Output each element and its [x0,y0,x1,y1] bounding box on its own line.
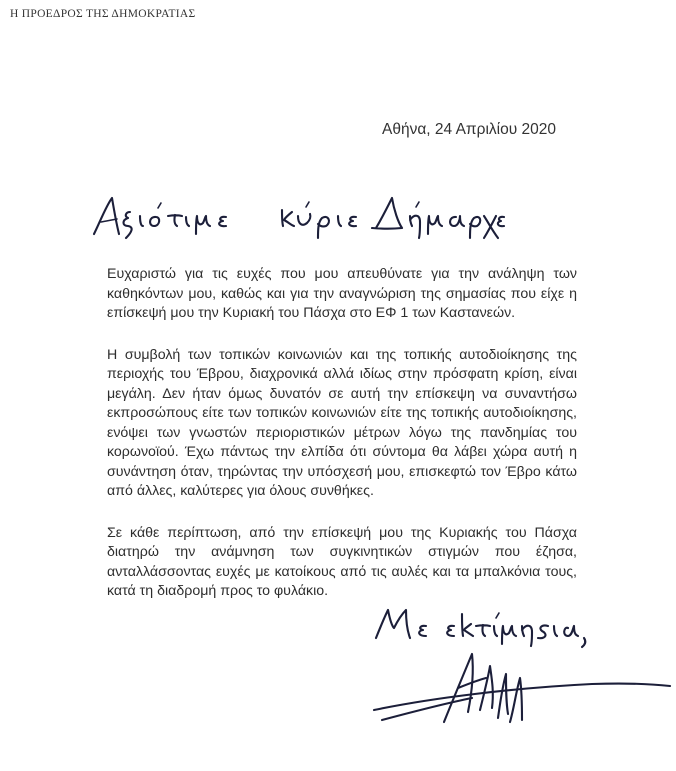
handwritten-salutation [86,192,506,252]
handwritten-signature [372,648,672,738]
letterhead-title: Η ΠΡΟΕΔΡΟΣ ΤΗΣ ΔΗΜΟΚΡΑΤΙΑΣ [10,8,196,20]
letter-date: Αθήνα, 24 Απριλίου 2020 [382,121,556,138]
letter-body [107,265,577,624]
letter-paragraph: Σε κάθε περίπτωση, από την επίσκεψή μου της Κυριακής του Πάσχα διατηρώ την ανάμνηση των συγκινητικών στιγμών που έζησα, ανταλλάσσοντας ευχές με κατοίκους από τις αυλές και τα μπαλκόνια τους, κατά τη διαδρομή προς το φυλάκιο. [107,524,577,599]
letter-paragraph: Ευχαριστώ για τις ευχές που μου απευθύνατε για την ανάληψη των καθηκόντων μου, καθώς και για την αναγνώριση της σημασίας που είχε η επίσκεψή μου την Κυριακή του Πάσχα στο ΕΦ 1 των Καστανεών. [107,266,577,321]
letter-paragraph: Η συμβολή των τοπικών κοινωνιών και της τοπικής αυτοδιοίκησης της περιοχής του Έβρου, διαχρονικά αλλά ιδίως στην πρόσφατη κρίση, είναι μεγάλη. Δεν ήταν όμως δυνατόν σε αυτή την επίσκεψη να συναντήσω εκπροσώπους είτε των τοπικών κοινωνιών είτε της τοπικής αυτοδιοίκησης, ενόψει των γνωστών περιοριστικών μέτρων λόγω της πανδημίας του κορωνοϊού. Έχω πάντως την ελπίδα ότι σύντομα θα λάβει χώρα αυτή η συνάντηση όταν, τηρώντας την υπόσχεσή μου, επισκεφτώ τον Έβρο κάτω από άλλες, καλύτερες για όλους συνθήκες. [107,346,577,499]
